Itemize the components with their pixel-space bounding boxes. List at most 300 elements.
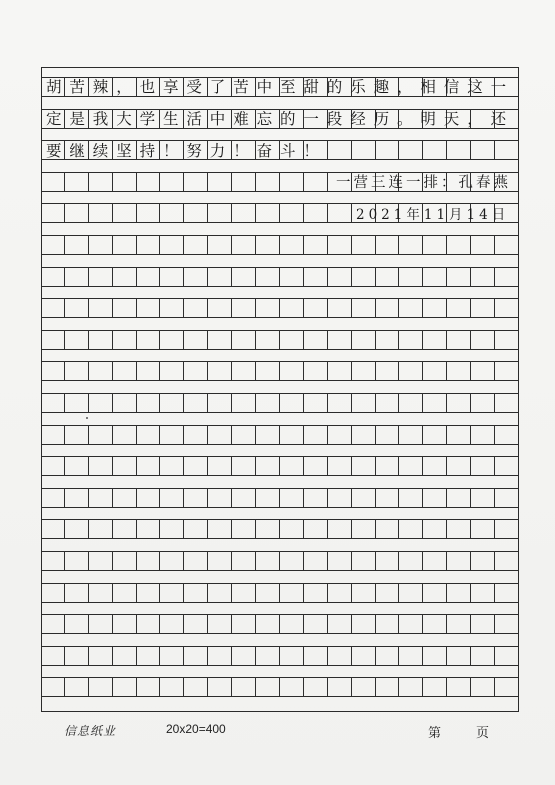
- grid-cell: [256, 646, 280, 665]
- grid-cell: [89, 267, 113, 286]
- grid-cell: [65, 172, 89, 191]
- grid-cell: [41, 267, 65, 286]
- publisher-label: 信息纸业: [64, 724, 117, 738]
- grid-cell: [137, 172, 161, 191]
- grid-cell: [89, 361, 113, 380]
- grid-cell: [328, 361, 352, 380]
- grid-cell: [423, 519, 447, 538]
- grid-cell: [89, 203, 113, 222]
- grid-cell: [376, 298, 400, 317]
- grid-cell: [256, 614, 280, 633]
- grid-cell: [137, 298, 161, 317]
- grid-cell: [65, 646, 89, 665]
- grid-cell: [113, 519, 137, 538]
- grid-cell: [280, 614, 304, 633]
- grid-line: [41, 570, 519, 571]
- grid-cell: [65, 267, 89, 286]
- grid-line: [41, 254, 519, 255]
- grid-cell: [280, 488, 304, 507]
- grid-cell: [184, 519, 208, 538]
- grid-cell: [400, 456, 424, 475]
- grid-cell: [89, 298, 113, 317]
- grid-cell: [304, 393, 328, 412]
- grid-cell: [113, 235, 137, 254]
- grid-cell: [232, 298, 256, 317]
- grid-cell: [89, 677, 113, 696]
- grid-cell: [256, 172, 280, 191]
- grid-cell: [280, 235, 304, 254]
- grid-cell: [423, 551, 447, 570]
- grid-cell: [376, 393, 400, 412]
- grid-cell: [89, 393, 113, 412]
- grid-row: [41, 425, 519, 444]
- grid-cell: [41, 425, 65, 444]
- grid-row: [41, 393, 519, 412]
- grid-cell: [232, 614, 256, 633]
- grid-cell: [113, 361, 137, 380]
- grid-cell: [256, 235, 280, 254]
- grid-cell: [304, 361, 328, 380]
- grid-cell: [41, 614, 65, 633]
- grid-cell: [41, 235, 65, 254]
- grid-cell: [376, 140, 400, 159]
- grid-cell: [447, 614, 471, 633]
- grid-cell: [328, 235, 352, 254]
- grid-cell: [376, 519, 400, 538]
- grid-line: [41, 317, 519, 318]
- grid-cell: [41, 677, 65, 696]
- grid-cell: [208, 551, 232, 570]
- grid-cell: [423, 267, 447, 286]
- grid-cell: [208, 393, 232, 412]
- grid-cell: [89, 330, 113, 349]
- grid-cell: [304, 646, 328, 665]
- grid-cell: [471, 361, 495, 380]
- grid-cell: [89, 456, 113, 475]
- grid-cell: [208, 298, 232, 317]
- grid-cell: [137, 488, 161, 507]
- grid-cell: [471, 519, 495, 538]
- grid-cell: [161, 361, 185, 380]
- grid-cell: [137, 456, 161, 475]
- grid-cell: [352, 425, 376, 444]
- grid-cell: [328, 267, 352, 286]
- grid-cell: [208, 614, 232, 633]
- grid-cell: [208, 456, 232, 475]
- grid-cell: [41, 298, 65, 317]
- grid-cell: [161, 235, 185, 254]
- grid-cell: [208, 519, 232, 538]
- grid-cell: [65, 488, 89, 507]
- grid-cell: [65, 393, 89, 412]
- grid-cell: [256, 298, 280, 317]
- grid-cell: [256, 456, 280, 475]
- grid-cell: [232, 203, 256, 222]
- grid-cell: [376, 614, 400, 633]
- grid-cell: [113, 677, 137, 696]
- grid-cell: [232, 519, 256, 538]
- grid-cell: [423, 393, 447, 412]
- grid-cell: [352, 677, 376, 696]
- grid-cell: [89, 583, 113, 602]
- handwritten-line-2: 定是我大学生活中难忘的一段经历。明天，还: [46, 110, 515, 128]
- grid-cell: [137, 393, 161, 412]
- grid-cell: [89, 425, 113, 444]
- grid-row: [41, 646, 519, 665]
- grid-cell: [89, 488, 113, 507]
- grid-cell: [184, 646, 208, 665]
- grid-cell: [161, 519, 185, 538]
- grid-cell: [280, 172, 304, 191]
- grid-cell: [400, 330, 424, 349]
- grid-cell: [280, 267, 304, 286]
- grid-cell: [161, 330, 185, 349]
- grid-cell: [184, 203, 208, 222]
- grid-cell: [161, 456, 185, 475]
- grid-cell: [471, 330, 495, 349]
- grid-cell: [137, 646, 161, 665]
- grid-cell: [113, 646, 137, 665]
- grid-line: [41, 602, 519, 603]
- grid-cell: [232, 583, 256, 602]
- grid-cell: [376, 267, 400, 286]
- grid-cell: [304, 330, 328, 349]
- grid-cell: [328, 393, 352, 412]
- grid-cell: [113, 456, 137, 475]
- grid-cell: [208, 425, 232, 444]
- grid-cell: [304, 677, 328, 696]
- grid-cell: [208, 677, 232, 696]
- handwritten-line-1: 胡苦辣，也享受了苦中至甜的乐趣，相信这一: [46, 78, 515, 96]
- grid-cell: [65, 235, 89, 254]
- grid-line: [41, 696, 519, 697]
- grid-cell: [304, 172, 328, 191]
- grid-cell: [232, 646, 256, 665]
- grid-cell: [304, 425, 328, 444]
- grid-cell: [256, 425, 280, 444]
- grid-cell: [447, 361, 471, 380]
- grid-cell: [280, 203, 304, 222]
- grid-cell: [352, 456, 376, 475]
- grid-cell: [184, 298, 208, 317]
- grid-cell: [161, 677, 185, 696]
- grid-cell: [423, 298, 447, 317]
- grid-cell: [41, 456, 65, 475]
- grid-cell: [304, 614, 328, 633]
- grid-row: [41, 614, 519, 633]
- grid-cell: [304, 583, 328, 602]
- grid-cell: [89, 235, 113, 254]
- grid-cell: [208, 583, 232, 602]
- grid-cell: [113, 425, 137, 444]
- grid-cell: [232, 330, 256, 349]
- grid-cell: [447, 425, 471, 444]
- grid-cell: [280, 330, 304, 349]
- grid-cell: [328, 519, 352, 538]
- grid-cell: [208, 172, 232, 191]
- grid-cell: [400, 425, 424, 444]
- grid-cell: [113, 551, 137, 570]
- grid-cell: [423, 488, 447, 507]
- grid-cell: [471, 456, 495, 475]
- grid-cell: [113, 203, 137, 222]
- grid-cell: [400, 140, 424, 159]
- grid-cell: [65, 519, 89, 538]
- grid-cell: [352, 583, 376, 602]
- grid-cell: [208, 361, 232, 380]
- grid-row: [41, 361, 519, 380]
- grid-line: [41, 633, 519, 634]
- grid-cell: [41, 203, 65, 222]
- grid-line: [41, 349, 519, 350]
- grid-row: [41, 298, 519, 317]
- grid-cell: [232, 235, 256, 254]
- grid-cell: [256, 393, 280, 412]
- grid-cell: [376, 235, 400, 254]
- grid-cell: [471, 235, 495, 254]
- grid-cell: [352, 330, 376, 349]
- grid-cell: [137, 425, 161, 444]
- grid-cell: [328, 425, 352, 444]
- grid-cell: [376, 361, 400, 380]
- grid-cell: [184, 488, 208, 507]
- grid-line: [41, 665, 519, 666]
- grid-cell: [232, 425, 256, 444]
- grid-cell: [65, 298, 89, 317]
- grid-cell: [471, 614, 495, 633]
- grid-cell: [376, 646, 400, 665]
- grid-row: [41, 677, 519, 696]
- grid-cell: [400, 646, 424, 665]
- grid-cell: [280, 425, 304, 444]
- grid-cell: [256, 361, 280, 380]
- grid-cell: [328, 583, 352, 602]
- page-label-suffix: 页: [476, 725, 490, 740]
- grid-cell: [423, 646, 447, 665]
- grid-cell: [161, 393, 185, 412]
- grid-cell: [471, 551, 495, 570]
- grid-cell: [256, 203, 280, 222]
- grid-cell: [352, 393, 376, 412]
- grid-cell: [208, 267, 232, 286]
- grid-spec-label: 20x20=400: [166, 722, 226, 736]
- grid-cell: [304, 551, 328, 570]
- grid-cell: [400, 361, 424, 380]
- grid-cell: [447, 298, 471, 317]
- grid-line: [41, 538, 519, 539]
- grid-cell: [328, 456, 352, 475]
- grid-cell: [447, 267, 471, 286]
- grid-cell: [352, 235, 376, 254]
- handwritten-line-3: 要继续坚持！努力！奋斗！: [46, 142, 327, 160]
- grid-cell: [352, 140, 376, 159]
- grid-cell: [423, 425, 447, 444]
- grid-cell: [137, 519, 161, 538]
- grid-cell: [65, 425, 89, 444]
- grid-cell: [113, 330, 137, 349]
- grid-cell: [352, 488, 376, 507]
- grid-cell: [471, 140, 495, 159]
- grid-cell: [137, 267, 161, 286]
- grid-cell: [280, 456, 304, 475]
- grid-cell: [65, 551, 89, 570]
- grid-cell: [352, 267, 376, 286]
- grid-cell: [376, 677, 400, 696]
- grid-cell: [137, 677, 161, 696]
- grid-cell: [232, 361, 256, 380]
- grid-cell: [65, 614, 89, 633]
- grid-cell: [41, 646, 65, 665]
- grid-cell: [41, 488, 65, 507]
- handwritten-signature: 一营三连一排：孔春燕: [336, 175, 511, 191]
- grid-cell: [304, 235, 328, 254]
- grid-cell: [184, 393, 208, 412]
- grid-cell: [471, 646, 495, 665]
- grid-line: [41, 507, 519, 508]
- grid-cell: [65, 583, 89, 602]
- grid-cell: [113, 614, 137, 633]
- grid-cell: [471, 488, 495, 507]
- grid-cell: [184, 330, 208, 349]
- grid-cell: [137, 583, 161, 602]
- grid-cell: [304, 298, 328, 317]
- grid-cell: [232, 551, 256, 570]
- grid-cell: [447, 677, 471, 696]
- grid-cell: [400, 298, 424, 317]
- grid-cell: [137, 203, 161, 222]
- grid-cell: [113, 298, 137, 317]
- grid-cell: [328, 614, 352, 633]
- grid-cell: [304, 456, 328, 475]
- grid-cell: [65, 203, 89, 222]
- grid-cell: [423, 235, 447, 254]
- grid-row: [41, 488, 519, 507]
- grid-cell: [304, 267, 328, 286]
- grid-cell: [423, 456, 447, 475]
- grid-cell: [161, 551, 185, 570]
- grid-row: [41, 267, 519, 286]
- grid-cell: [423, 677, 447, 696]
- grid-row: [41, 583, 519, 602]
- grid-row: [41, 235, 519, 254]
- grid-cell: [161, 172, 185, 191]
- grid-cell: [232, 267, 256, 286]
- grid-cell: [328, 646, 352, 665]
- grid-cell: [89, 551, 113, 570]
- page-label-prefix: 第: [428, 725, 442, 740]
- grid-cell: [400, 583, 424, 602]
- grid-cell: [376, 456, 400, 475]
- grid-cell: [328, 488, 352, 507]
- grid-cell: [447, 456, 471, 475]
- grid-cell: [41, 172, 65, 191]
- grid-cell: [256, 488, 280, 507]
- grid-cell: [328, 298, 352, 317]
- grid-cell: [184, 361, 208, 380]
- grid-cell: [137, 235, 161, 254]
- grid-cell: [471, 677, 495, 696]
- grid-row: [41, 456, 519, 475]
- grid-cell: [304, 488, 328, 507]
- grid-cell: [280, 583, 304, 602]
- grid-cell: [137, 614, 161, 633]
- grid-cell: [89, 519, 113, 538]
- grid-cell: [423, 140, 447, 159]
- grid-cell: [400, 235, 424, 254]
- grid-cell: [400, 519, 424, 538]
- grid-line: [41, 475, 519, 476]
- grid-cell: [280, 393, 304, 412]
- grid-cell: [184, 583, 208, 602]
- grid-cell: [184, 456, 208, 475]
- grid-cell: [184, 677, 208, 696]
- grid-line: [41, 380, 519, 381]
- grid-line: [41, 412, 519, 413]
- grid-cell: [280, 551, 304, 570]
- grid-cell: [208, 488, 232, 507]
- grid-cell: [400, 393, 424, 412]
- grid-cell: [447, 393, 471, 412]
- grid-cell: [328, 551, 352, 570]
- grid-cell: [65, 677, 89, 696]
- grid-cell: [280, 646, 304, 665]
- grid-cell: [184, 267, 208, 286]
- grid-cell: [471, 583, 495, 602]
- grid-cell: [376, 425, 400, 444]
- ink-dot: [86, 417, 88, 419]
- grid-cell: [447, 488, 471, 507]
- grid-cell: [447, 140, 471, 159]
- grid-line: [41, 444, 519, 445]
- grid-cell: [161, 583, 185, 602]
- grid-cell: [41, 361, 65, 380]
- grid-cell: [423, 330, 447, 349]
- grid-cell: [447, 330, 471, 349]
- grid-cell: [41, 583, 65, 602]
- grid-cell: [447, 551, 471, 570]
- grid-cell: [352, 551, 376, 570]
- grid-cell: [352, 361, 376, 380]
- grid-cell: [232, 488, 256, 507]
- grid-cell: [89, 646, 113, 665]
- grid-cell: [161, 267, 185, 286]
- grid-cell: [376, 488, 400, 507]
- grid-cell: [208, 646, 232, 665]
- grid-cell: [471, 393, 495, 412]
- grid-cell: [137, 330, 161, 349]
- grid-cell: [184, 551, 208, 570]
- grid-cell: [184, 425, 208, 444]
- grid-cell: [256, 677, 280, 696]
- grid-cell: [256, 519, 280, 538]
- grid-cell: [232, 172, 256, 191]
- grid-cell: [113, 488, 137, 507]
- grid-cell: [232, 677, 256, 696]
- grid-cell: [256, 583, 280, 602]
- grid-cell: [161, 203, 185, 222]
- grid-row: [41, 519, 519, 538]
- grid-cell: [400, 551, 424, 570]
- grid-cell: [423, 361, 447, 380]
- grid-cell: [447, 519, 471, 538]
- grid-cell: [89, 172, 113, 191]
- grid-cell: [137, 361, 161, 380]
- grid-cell: [184, 172, 208, 191]
- grid-cell: [423, 583, 447, 602]
- grid-cell: [280, 519, 304, 538]
- grid-cell: [161, 488, 185, 507]
- grid-cell: [400, 614, 424, 633]
